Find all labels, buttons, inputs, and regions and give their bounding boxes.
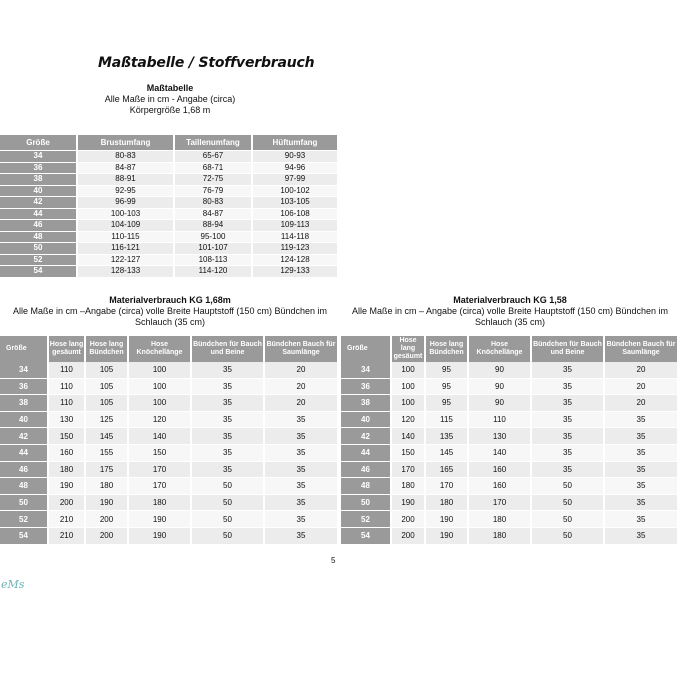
material-right-value-cell: 160 <box>468 461 531 478</box>
material-left-value-cell: 35 <box>264 461 338 478</box>
material-left-row <box>0 478 338 495</box>
material-right-row <box>341 395 678 412</box>
size-table-value-cell: 128-133 <box>77 266 174 278</box>
size-table-value-cell: 97-99 <box>252 174 338 186</box>
material-right-value-cell: 90 <box>468 395 531 412</box>
material-left-value-cell: 200 <box>48 494 85 511</box>
material-right-value-cell: 35 <box>531 411 604 428</box>
material-right-header-cell: Hose Knöchellänge <box>468 336 531 362</box>
size-table-value-cell: 96-99 <box>77 197 174 209</box>
material-left-value-cell: 35 <box>191 428 264 445</box>
material-left-row <box>0 411 338 428</box>
material-right-value-cell: 50 <box>531 494 604 511</box>
material-right-size-cell: 50 <box>341 494 391 511</box>
material-right-size-cell: 38 <box>341 395 391 412</box>
size-table-value-cell: 106-108 <box>252 208 338 220</box>
material-left-value-cell: 145 <box>85 428 128 445</box>
size-table-size-cell: 38 <box>0 174 77 186</box>
material-right-header-cell: Hose lang gesäumt <box>391 336 425 362</box>
material-right-value-cell: 95 <box>425 395 468 412</box>
material-left-value-cell: 175 <box>85 461 128 478</box>
material-left-value-cell: 35 <box>264 494 338 511</box>
material-left-value-cell: 200 <box>85 511 128 528</box>
material-right-value-cell: 135 <box>425 428 468 445</box>
size-table-row <box>0 174 338 186</box>
material-right-row <box>341 511 678 528</box>
material-right-value-cell: 180 <box>468 527 531 544</box>
material-left-size-cell: 34 <box>0 362 48 378</box>
size-table-value-cell: 100-102 <box>252 185 338 197</box>
material-left-value-cell: 130 <box>48 411 85 428</box>
material-left-value-cell: 50 <box>191 511 264 528</box>
material-right-desc: Alle Maße in cm – Angabe (circa) volle Breite Hauptstoff (150 cm) Bündchen im Schlauch (35 cm) <box>352 306 668 327</box>
material-left-value-cell: 100 <box>128 378 191 395</box>
material-left-header-cell: Hose lang gesäumt <box>48 336 85 362</box>
size-table-size-cell: 40 <box>0 185 77 197</box>
size-table-value-cell: 104-109 <box>77 220 174 232</box>
material-left-value-cell: 150 <box>128 444 191 461</box>
size-table-row <box>0 231 338 243</box>
material-left-value-cell: 50 <box>191 478 264 495</box>
material-right-value-cell: 160 <box>468 478 531 495</box>
material-right-size-cell: 52 <box>341 511 391 528</box>
size-table-value-cell: 114-120 <box>174 266 252 278</box>
material-right-size-cell: 40 <box>341 411 391 428</box>
material-right-value-cell: 20 <box>604 362 678 378</box>
material-left-value-cell: 105 <box>85 395 128 412</box>
size-table-value-cell: 68-71 <box>174 162 252 174</box>
size-table-value-cell: 95-100 <box>174 231 252 243</box>
material-left-size-cell: 50 <box>0 494 48 511</box>
size-table-value-cell: 84-87 <box>174 208 252 220</box>
material-left-value-cell: 20 <box>264 395 338 412</box>
material-right-size-cell: 42 <box>341 428 391 445</box>
size-table-row <box>0 220 338 232</box>
material-left-value-cell: 35 <box>264 527 338 544</box>
size-table-row <box>0 208 338 220</box>
material-left-row <box>0 428 338 445</box>
material-left-title: Materialverbrauch KG 1,68m <box>109 295 231 305</box>
material-left-value-cell: 170 <box>128 461 191 478</box>
material-right-value-cell: 35 <box>604 444 678 461</box>
brand-logo <box>0 575 34 593</box>
size-table-value-cell: 110-115 <box>77 231 174 243</box>
material-right-value-cell: 20 <box>604 395 678 412</box>
material-left-value-cell: 35 <box>191 461 264 478</box>
material-left-row <box>0 511 338 528</box>
size-table-header-cell: Brustumfang <box>77 135 174 151</box>
material-right-row <box>341 444 678 461</box>
page-heading: Maßtabelle / Stoffverbrauch <box>98 55 315 71</box>
material-left-header-cell: Hose Knöchellänge <box>128 336 191 362</box>
material-left-header-cell: Hose lang Bündchen <box>85 336 128 362</box>
material-right-size-cell: 48 <box>341 478 391 495</box>
material-right-value-cell: 35 <box>604 527 678 544</box>
material-left-value-cell: 50 <box>191 527 264 544</box>
material-left-value-cell: 20 <box>264 362 338 378</box>
material-left-table <box>0 336 339 545</box>
material-right-row <box>341 461 678 478</box>
material-left-value-cell: 35 <box>264 411 338 428</box>
material-left-header-cell: Bündchen Bauch für Saumlänge <box>264 336 338 362</box>
material-right-value-cell: 180 <box>425 494 468 511</box>
material-right-size-cell: 36 <box>341 378 391 395</box>
material-left-row <box>0 461 338 478</box>
material-left-value-cell: 35 <box>191 444 264 461</box>
size-table-value-cell: 122-127 <box>77 254 174 266</box>
material-right-value-cell: 50 <box>531 511 604 528</box>
material-left-size-cell: 48 <box>0 478 48 495</box>
material-left-value-cell: 125 <box>85 411 128 428</box>
material-right-value-cell: 35 <box>604 461 678 478</box>
material-left-value-cell: 110 <box>48 362 85 378</box>
size-table-note: Alle Maße in cm - Angabe (circa) <box>104 94 236 104</box>
material-right-value-cell: 35 <box>604 494 678 511</box>
material-right-size-cell: 54 <box>341 527 391 544</box>
material-left-value-cell: 180 <box>85 478 128 495</box>
material-left-value-cell: 105 <box>85 378 128 395</box>
material-right-value-cell: 115 <box>425 411 468 428</box>
size-table-value-cell: 101-107 <box>174 243 252 255</box>
material-left-value-cell: 105 <box>85 362 128 378</box>
material-left-value-cell: 190 <box>85 494 128 511</box>
material-right-value-cell: 100 <box>391 395 425 412</box>
material-left-value-cell: 155 <box>85 444 128 461</box>
material-left-size-cell: 36 <box>0 378 48 395</box>
size-table-title: Maßtabelle <box>146 83 194 93</box>
material-left-header-cell: Größe <box>0 336 48 362</box>
size-table-size-cell: 34 <box>0 151 77 163</box>
material-left-value-cell: 50 <box>191 494 264 511</box>
size-table-size-cell: 52 <box>0 254 77 266</box>
material-left-value-cell: 35 <box>264 511 338 528</box>
size-table-row <box>0 162 338 174</box>
material-right-value-cell: 35 <box>604 478 678 495</box>
material-right-value-cell: 100 <box>391 378 425 395</box>
material-left-value-cell: 35 <box>191 395 264 412</box>
material-left-header-cell: Bündchen für Bauch und Beine <box>191 336 264 362</box>
material-right-value-cell: 90 <box>468 362 531 378</box>
material-left-value-cell: 35 <box>264 444 338 461</box>
material-left-size-cell: 52 <box>0 511 48 528</box>
size-table-size-cell: 42 <box>0 197 77 209</box>
size-table-size-cell: 48 <box>0 231 77 243</box>
material-left-value-cell: 180 <box>128 494 191 511</box>
material-right-row <box>341 428 678 445</box>
material-right-value-cell: 130 <box>468 428 531 445</box>
material-right-value-cell: 145 <box>425 444 468 461</box>
material-left-value-cell: 160 <box>48 444 85 461</box>
material-right-value-cell: 35 <box>604 511 678 528</box>
material-right-row <box>341 411 678 428</box>
material-right-row <box>341 494 678 511</box>
material-right-header-cell: Bündchen für Bauch und Beine <box>531 336 604 362</box>
size-table-size-cell: 50 <box>0 243 77 255</box>
size-table-value-cell: 84-87 <box>77 162 174 174</box>
size-table-value-cell: 88-91 <box>77 174 174 186</box>
size-table-value-cell: 94-96 <box>252 162 338 174</box>
material-left-value-cell: 210 <box>48 511 85 528</box>
material-right-value-cell: 35 <box>531 395 604 412</box>
material-right-value-cell: 50 <box>531 478 604 495</box>
material-right-value-cell: 200 <box>391 527 425 544</box>
size-table-row <box>0 151 338 163</box>
material-right-value-cell: 140 <box>468 444 531 461</box>
material-right-value-cell: 35 <box>531 428 604 445</box>
material-right-value-cell: 50 <box>531 527 604 544</box>
size-table-value-cell: 92-95 <box>77 185 174 197</box>
material-right-value-cell: 35 <box>531 444 604 461</box>
page-number: 5 <box>331 556 336 565</box>
material-right-value-cell: 35 <box>531 362 604 378</box>
material-left-caption <box>0 295 340 328</box>
material-right-size-cell: 44 <box>341 444 391 461</box>
material-left-value-cell: 35 <box>191 362 264 378</box>
material-right-row <box>341 362 678 378</box>
material-left-value-cell: 35 <box>191 378 264 395</box>
material-right-value-cell: 170 <box>391 461 425 478</box>
material-right-value-cell: 190 <box>391 494 425 511</box>
size-table <box>0 135 339 278</box>
material-left-size-cell: 44 <box>0 444 48 461</box>
material-right-header-cell: Größe <box>341 336 391 362</box>
material-left-row <box>0 362 338 378</box>
material-right-value-cell: 95 <box>425 362 468 378</box>
material-right-value-cell: 140 <box>391 428 425 445</box>
material-left-value-cell: 190 <box>48 478 85 495</box>
material-left-value-cell: 210 <box>48 527 85 544</box>
size-table-value-cell: 72-75 <box>174 174 252 186</box>
material-right-title: Materialverbrauch KG 1,58 <box>453 295 567 305</box>
material-left-value-cell: 35 <box>264 478 338 495</box>
material-left-size-cell: 38 <box>0 395 48 412</box>
material-right-value-cell: 35 <box>531 461 604 478</box>
size-table-value-cell: 114-118 <box>252 231 338 243</box>
material-left-value-cell: 150 <box>48 428 85 445</box>
material-left-value-cell: 140 <box>128 428 191 445</box>
size-table-row <box>0 243 338 255</box>
material-left-value-cell: 35 <box>264 428 338 445</box>
size-table-value-cell: 116-121 <box>77 243 174 255</box>
size-table-row <box>0 254 338 266</box>
material-right-size-cell: 34 <box>341 362 391 378</box>
material-left-value-cell: 180 <box>48 461 85 478</box>
size-table-value-cell: 90-93 <box>252 151 338 163</box>
material-right-value-cell: 35 <box>604 411 678 428</box>
body-height-note: Körpergröße 1,68 m <box>129 105 211 115</box>
material-right-value-cell: 180 <box>468 511 531 528</box>
size-table-header-cell: Größe <box>0 135 77 151</box>
material-left-value-cell: 35 <box>191 411 264 428</box>
material-right-value-cell: 110 <box>468 411 531 428</box>
material-right-value-cell: 90 <box>468 378 531 395</box>
material-left-value-cell: 120 <box>128 411 191 428</box>
size-table-value-cell: 109-113 <box>252 220 338 232</box>
size-table-row <box>0 197 338 209</box>
material-left-desc: Alle Maße in cm –Angabe (circa) volle Breite Hauptstoff (150 cm) Bündchen im Schlauch (35 cm) <box>13 306 327 327</box>
material-right-value-cell: 180 <box>391 478 425 495</box>
material-right-value-cell: 150 <box>391 444 425 461</box>
size-table-value-cell: 100-103 <box>77 208 174 220</box>
material-left-value-cell: 20 <box>264 378 338 395</box>
material-right-header-cell: Hose lang Bündchen <box>425 336 468 362</box>
size-table-size-cell: 46 <box>0 220 77 232</box>
material-right-caption <box>340 295 680 328</box>
size-table-size-cell: 44 <box>0 208 77 220</box>
material-left-value-cell: 190 <box>128 527 191 544</box>
size-table-value-cell: 129-133 <box>252 266 338 278</box>
material-right-value-cell: 95 <box>425 378 468 395</box>
size-table-header-cell: Taillenumfang <box>174 135 252 151</box>
material-right-value-cell: 170 <box>425 478 468 495</box>
material-left-value-cell: 110 <box>48 395 85 412</box>
material-right-value-cell: 120 <box>391 411 425 428</box>
size-table-row <box>0 185 338 197</box>
material-left-value-cell: 170 <box>128 478 191 495</box>
size-table-value-cell: 103-105 <box>252 197 338 209</box>
material-left-value-cell: 100 <box>128 395 191 412</box>
size-table-size-cell: 36 <box>0 162 77 174</box>
material-right-value-cell: 165 <box>425 461 468 478</box>
material-left-size-cell: 46 <box>0 461 48 478</box>
material-right-table <box>341 336 679 545</box>
material-right-value-cell: 170 <box>468 494 531 511</box>
size-table-value-cell: 88-94 <box>174 220 252 232</box>
size-table-row <box>0 266 338 278</box>
material-left-row <box>0 494 338 511</box>
material-right-value-cell: 35 <box>531 378 604 395</box>
material-right-size-cell: 46 <box>341 461 391 478</box>
material-right-row <box>341 478 678 495</box>
material-right-value-cell: 20 <box>604 378 678 395</box>
size-table-size-cell: 54 <box>0 266 77 278</box>
size-table-value-cell: 119-123 <box>252 243 338 255</box>
size-table-value-cell: 76-79 <box>174 185 252 197</box>
size-table-caption <box>60 83 280 116</box>
material-right-value-cell: 100 <box>391 362 425 378</box>
material-right-value-cell: 190 <box>425 511 468 528</box>
material-left-row <box>0 527 338 544</box>
size-table-value-cell: 65-67 <box>174 151 252 163</box>
material-left-value-cell: 100 <box>128 362 191 378</box>
material-left-row <box>0 378 338 395</box>
size-table-value-cell: 124-128 <box>252 254 338 266</box>
material-left-row <box>0 444 338 461</box>
material-right-header-cell: Bündchen Bauch für Saumlänge <box>604 336 678 362</box>
material-left-size-cell: 40 <box>0 411 48 428</box>
size-table-value-cell: 80-83 <box>174 197 252 209</box>
material-right-value-cell: 190 <box>425 527 468 544</box>
material-right-row <box>341 378 678 395</box>
material-left-row <box>0 395 338 412</box>
material-left-size-cell: 54 <box>0 527 48 544</box>
material-left-value-cell: 200 <box>85 527 128 544</box>
material-right-row <box>341 527 678 544</box>
material-left-size-cell: 42 <box>0 428 48 445</box>
size-table-value-cell: 80-83 <box>77 151 174 163</box>
material-left-value-cell: 190 <box>128 511 191 528</box>
material-right-value-cell: 35 <box>604 428 678 445</box>
material-right-value-cell: 200 <box>391 511 425 528</box>
size-table-header-cell: Hüftumfang <box>252 135 338 151</box>
material-left-value-cell: 110 <box>48 378 85 395</box>
svg-text:eMs: eMs <box>1 578 25 591</box>
size-table-value-cell: 108-113 <box>174 254 252 266</box>
